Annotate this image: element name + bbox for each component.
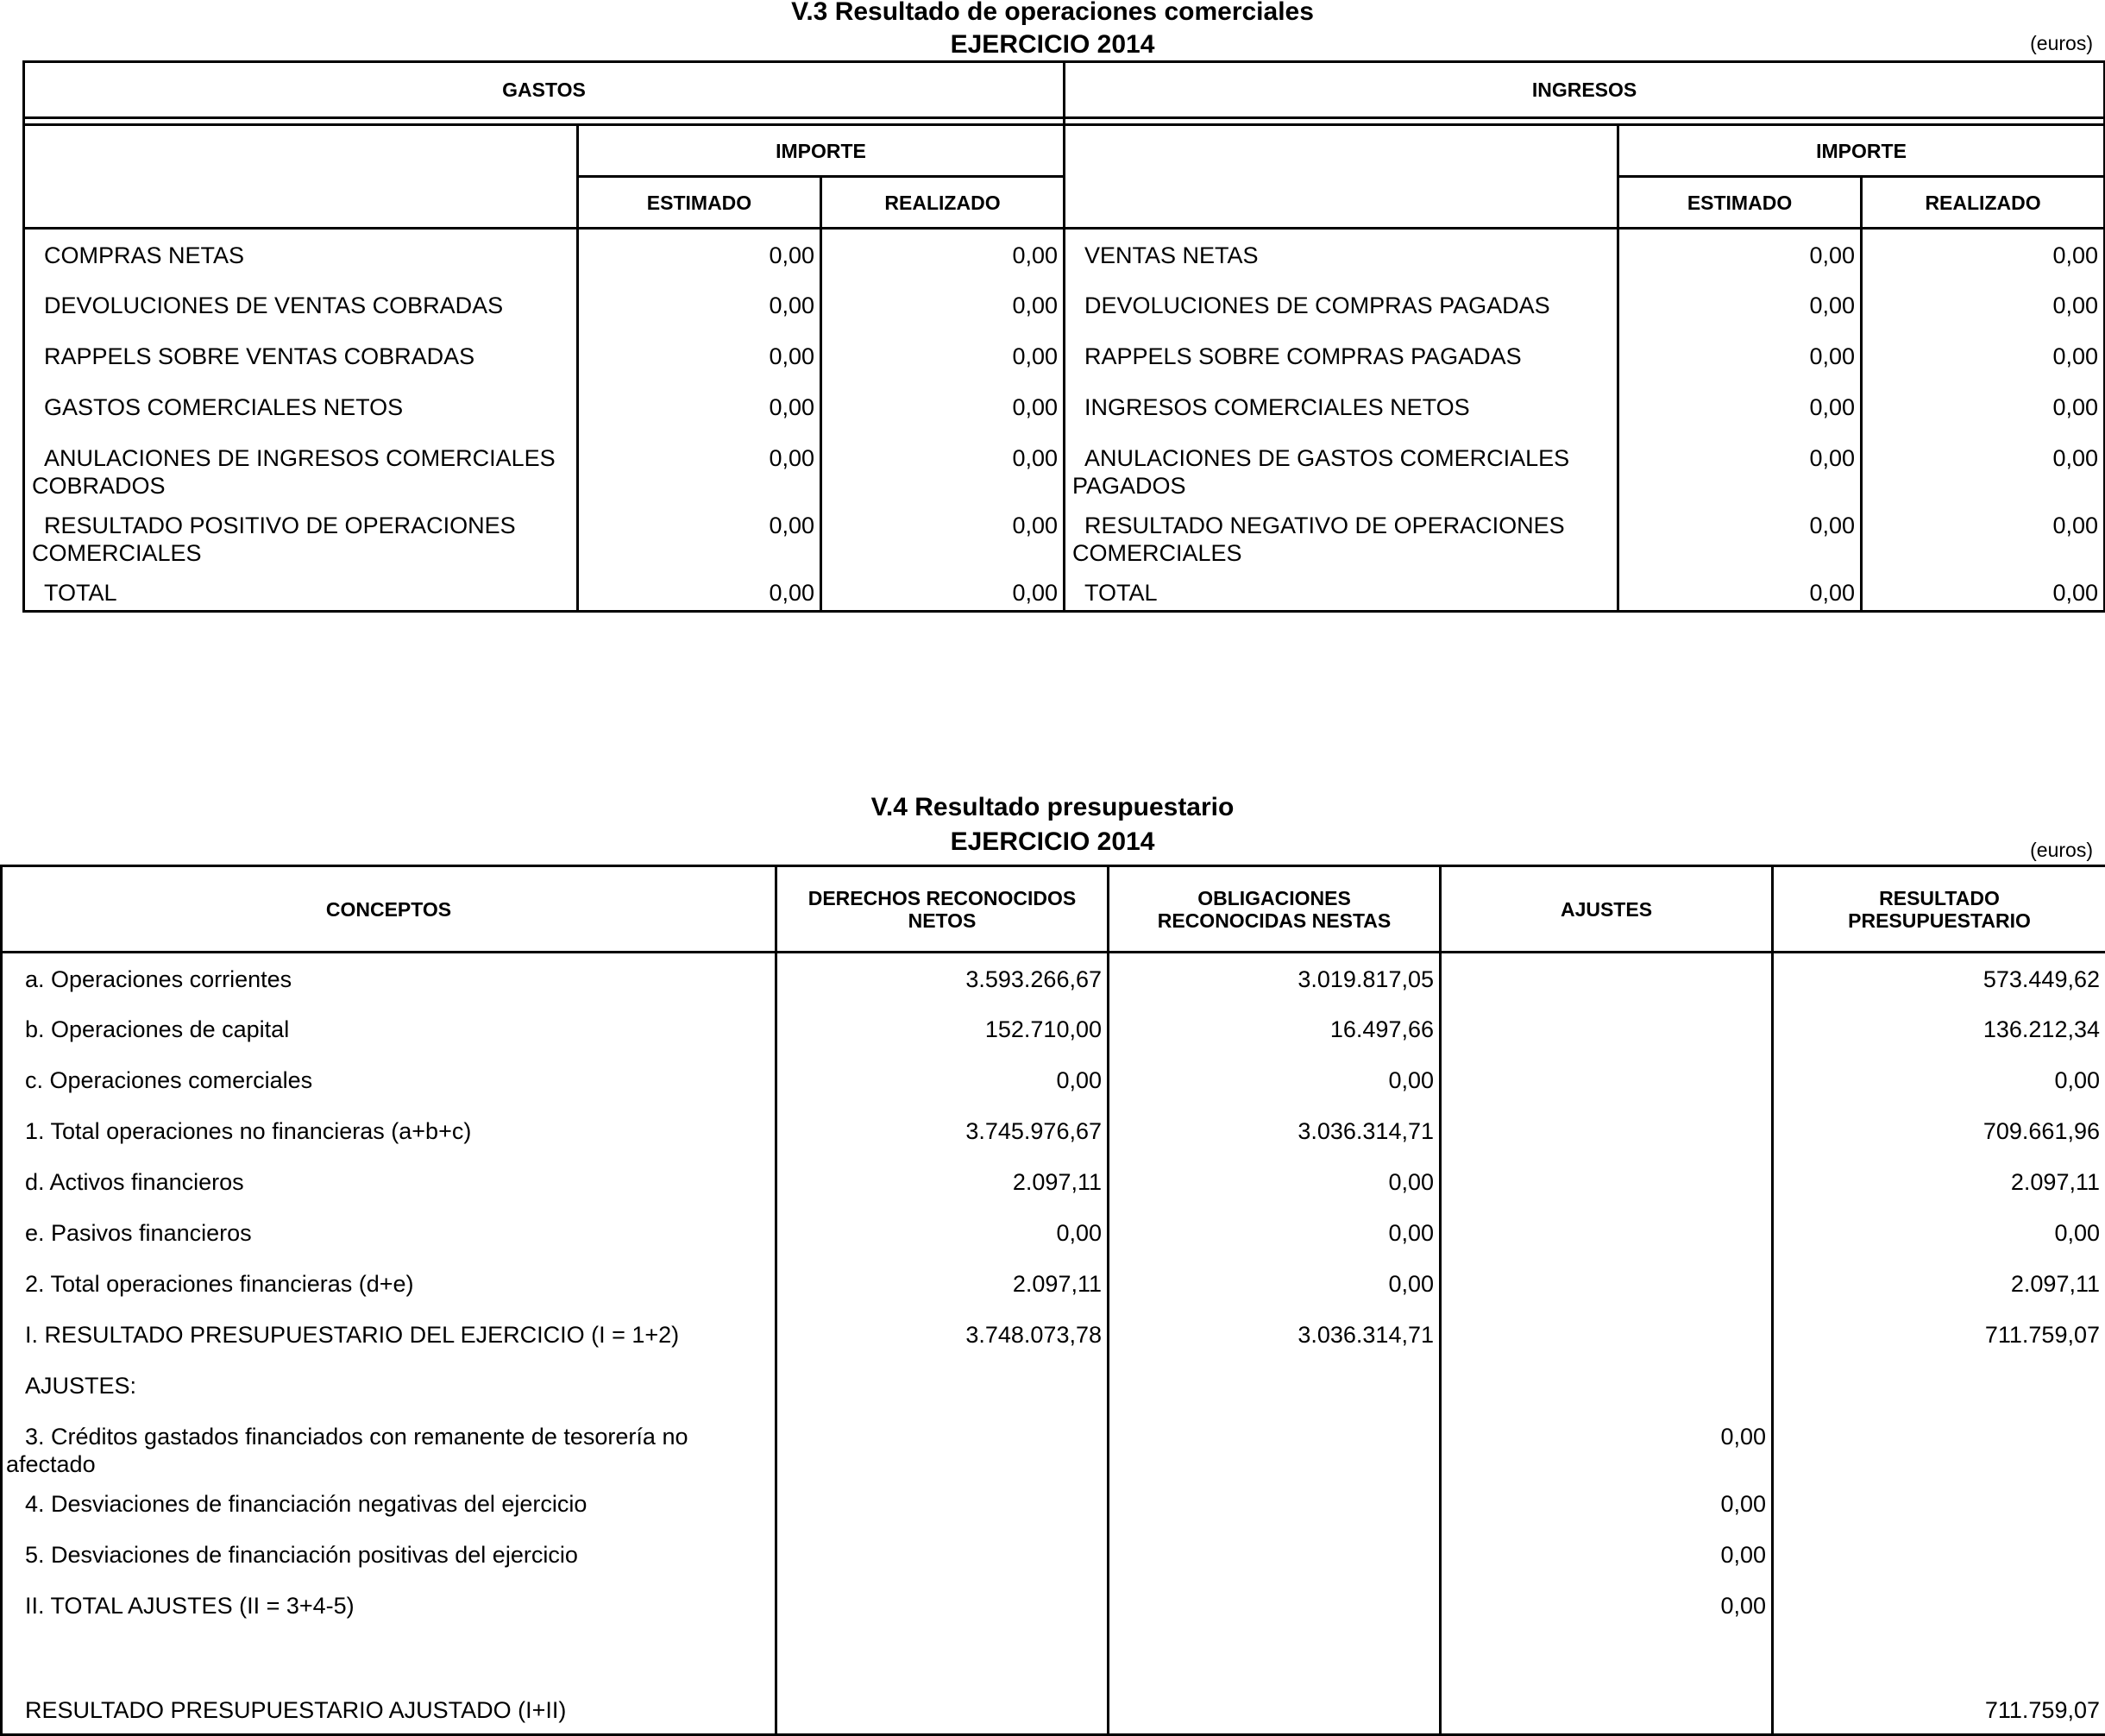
v3-ingreso-estimado: 0,00 [1618, 567, 1862, 612]
v3-ingreso-label: DEVOLUCIONES DE COMPRAS PAGADAS [1065, 280, 1618, 330]
v4-row [2, 1529, 2105, 1580]
v3-gasto-estimado: 0,00 [578, 500, 821, 567]
v3-ingresos-header: INGRESOS [1065, 62, 2105, 118]
v4-derechos [776, 1631, 1109, 1684]
v3-gasto-label: RESULTADO POSITIVO DE OPERACIONES COMERCIALES [24, 500, 578, 567]
v4-obligaciones: 16.497,66 [1109, 1003, 1441, 1054]
v4-concepto: II. TOTAL AJUSTES (II = 3+4-5) [2, 1580, 776, 1631]
v3-gasto-label: RAPPELS SOBRE VENTAS COBRADAS [24, 330, 578, 381]
v3-row [24, 432, 2105, 500]
v3-gasto-realizado: 0,00 [821, 330, 1065, 381]
v4-derechos: 3.748.073,78 [776, 1309, 1109, 1360]
v3-ingreso-label: VENTAS NETAS [1065, 229, 1618, 280]
v3-ingreso-label: RESULTADO NEGATIVO DE OPERACIONES COMERCIALES [1065, 500, 1618, 567]
v4-concepto: 5. Desviaciones de financiación positivas del ejercicio [2, 1529, 776, 1580]
v4-obligaciones: 0,00 [1109, 1156, 1441, 1207]
v3-ingreso-realizado: 0,00 [1862, 330, 2105, 381]
v4-row [2, 1411, 2105, 1478]
v4-derechos: 3.745.976,67 [776, 1105, 1109, 1156]
v3-gastos-estimado: ESTIMADO [578, 177, 821, 229]
v3-subtitle: EJERCICIO 2014 [0, 29, 2105, 60]
v3-gasto-realizado: 0,00 [821, 567, 1065, 612]
v3-ingresos-importe: IMPORTE [1618, 125, 2105, 177]
v4-header-conceptos: CONCEPTOS [2, 866, 776, 953]
v3-gastos-header: GASTOS [24, 62, 1065, 118]
v4-ajustes [1441, 1309, 1773, 1360]
v3-gasto-realizado: 0,00 [821, 500, 1065, 567]
v4-obligaciones: 3.036.314,71 [1109, 1105, 1441, 1156]
v4-row [2, 1054, 2105, 1105]
v3-ingreso-estimado: 0,00 [1618, 330, 1862, 381]
v3-table [22, 60, 2105, 613]
v4-concepto: 3. Créditos gastados financiados con remanente de tesorería no afectado [2, 1411, 776, 1478]
v4-resultado [1773, 1529, 2105, 1580]
v3-ingreso-estimado: 0,00 [1618, 381, 1862, 432]
v4-ajustes: 0,00 [1441, 1411, 1773, 1478]
v4-ajustes [1441, 1156, 1773, 1207]
v4-derechos [776, 1411, 1109, 1478]
v4-ajustes [1441, 953, 1773, 1003]
v4-obligaciones: 0,00 [1109, 1258, 1441, 1309]
v4-ajustes [1441, 1631, 1773, 1684]
v4-concepto: a. Operaciones corrientes [2, 953, 776, 1003]
v3-gasto-label: COMPRAS NETAS [24, 229, 578, 280]
v4-derechos [776, 1360, 1109, 1411]
v4-row [2, 953, 2105, 1003]
v4-derechos [776, 1478, 1109, 1529]
v4-header-obligaciones: OBLIGACIONES RECONOCIDAS NESTAS [1109, 866, 1441, 953]
v3-gasto-estimado: 0,00 [578, 381, 821, 432]
v4-row [2, 1309, 2105, 1360]
v4-concepto: 2. Total operaciones financieras (d+e) [2, 1258, 776, 1309]
v4-ajustes [1441, 1258, 1773, 1309]
v3-row [24, 567, 2105, 612]
v4-resultado: 711.759,07 [1773, 1309, 2105, 1360]
v3-gasto-realizado: 0,00 [821, 381, 1065, 432]
v4-row [2, 1478, 2105, 1529]
v4-resultado: 573.449,62 [1773, 953, 2105, 1003]
v4-row [2, 1684, 2105, 1735]
v4-ajustes [1441, 1003, 1773, 1054]
v3-gasto-estimado: 0,00 [578, 280, 821, 330]
v4-concepto: c. Operaciones comerciales [2, 1054, 776, 1105]
v4-header-derechos: DERECHOS RECONOCIDOS NETOS [776, 866, 1109, 953]
v3-gasto-estimado: 0,00 [578, 330, 821, 381]
v4-resultado [1773, 1478, 2105, 1529]
v4-resultado [1773, 1580, 2105, 1631]
v3-gasto-estimado: 0,00 [578, 567, 821, 612]
v4-ajustes [1441, 1207, 1773, 1258]
v3-gasto-realizado: 0,00 [821, 432, 1065, 500]
v3-ingreso-estimado: 0,00 [1618, 500, 1862, 567]
v4-obligaciones [1109, 1684, 1441, 1735]
v4-derechos [776, 1529, 1109, 1580]
v4-obligaciones: 0,00 [1109, 1207, 1441, 1258]
v4-resultado: 0,00 [1773, 1054, 2105, 1105]
v3-ingreso-realizado: 0,00 [1862, 280, 2105, 330]
v4-resultado [1773, 1360, 2105, 1411]
v4-derechos: 0,00 [776, 1054, 1109, 1105]
v3-gasto-label: TOTAL [24, 567, 578, 612]
v3-ingreso-estimado: 0,00 [1618, 280, 1862, 330]
v4-concepto: RESULTADO PRESUPUESTARIO AJUSTADO (I+II) [2, 1684, 776, 1735]
v3-unit: (euros) [2030, 32, 2093, 55]
v3-gastos-importe: IMPORTE [578, 125, 1065, 177]
v3-ingresos-realizado: REALIZADO [1862, 177, 2105, 229]
v4-row [2, 1580, 2105, 1631]
v4-concepto [2, 1631, 776, 1684]
v4-derechos: 2.097,11 [776, 1156, 1109, 1207]
v3-ingreso-estimado: 0,00 [1618, 432, 1862, 500]
v3-ingreso-label: INGRESOS COMERCIALES NETOS [1065, 381, 1618, 432]
v3-gasto-estimado: 0,00 [578, 229, 821, 280]
v4-resultado: 709.661,96 [1773, 1105, 2105, 1156]
v4-row [2, 1105, 2105, 1156]
v3-ingreso-realizado: 0,00 [1862, 381, 2105, 432]
v4-row [2, 1258, 2105, 1309]
v4-concepto: I. RESULTADO PRESUPUESTARIO DEL EJERCICIO (I = 1+2) [2, 1309, 776, 1360]
v3-row [24, 229, 2105, 280]
v4-resultado [1773, 1631, 2105, 1684]
v4-row [2, 1207, 2105, 1258]
v4-concepto: 1. Total operaciones no financieras (a+b+c) [2, 1105, 776, 1156]
v4-concepto: b. Operaciones de capital [2, 1003, 776, 1054]
v3-ingresos-estimado: ESTIMADO [1618, 177, 1862, 229]
v3-ingreso-label: TOTAL [1065, 567, 1618, 612]
v4-resultado: 711.759,07 [1773, 1684, 2105, 1735]
v4-resultado: 2.097,11 [1773, 1258, 2105, 1309]
v4-obligaciones: 3.019.817,05 [1109, 953, 1441, 1003]
v4-resultado: 2.097,11 [1773, 1156, 2105, 1207]
v4-concepto: 4. Desviaciones de financiación negativas del ejercicio [2, 1478, 776, 1529]
v4-obligaciones [1109, 1411, 1441, 1478]
v4-header-ajustes: AJUSTES [1441, 866, 1773, 953]
v4-ajustes [1441, 1360, 1773, 1411]
v4-row [2, 1156, 2105, 1207]
v4-row [2, 1003, 2105, 1054]
v4-concepto: d. Activos financieros [2, 1156, 776, 1207]
v4-unit: (euros) [2030, 839, 2093, 862]
v4-derechos: 3.593.266,67 [776, 953, 1109, 1003]
v4-table [0, 865, 2105, 1736]
v3-ingreso-realizado: 0,00 [1862, 500, 2105, 567]
v3-row [24, 330, 2105, 381]
v4-ajustes: 0,00 [1441, 1580, 1773, 1631]
v3-ingreso-estimado: 0,00 [1618, 229, 1862, 280]
v4-title: V.4 Resultado presupuestario [0, 792, 2105, 823]
v3-row [24, 500, 2105, 567]
v4-resultado: 0,00 [1773, 1207, 2105, 1258]
v4-row [2, 1360, 2105, 1411]
v3-ingreso-realizado: 0,00 [1862, 567, 2105, 612]
v4-obligaciones [1109, 1631, 1441, 1684]
v3-ingresos-blank [1065, 125, 1618, 229]
v4-derechos: 2.097,11 [776, 1258, 1109, 1309]
v4-row [2, 1631, 2105, 1684]
v4-ajustes: 0,00 [1441, 1478, 1773, 1529]
v3-gasto-realizado: 0,00 [821, 229, 1065, 280]
v3-gasto-realizado: 0,00 [821, 280, 1065, 330]
v3-gasto-label: ANULACIONES DE INGRESOS COMERCIALES COBRADOS [24, 432, 578, 500]
v3-ingreso-realizado: 0,00 [1862, 432, 2105, 500]
v3-gasto-label: DEVOLUCIONES DE VENTAS COBRADAS [24, 280, 578, 330]
v4-obligaciones [1109, 1478, 1441, 1529]
v4-concepto: AJUSTES: [2, 1360, 776, 1411]
v4-concepto: e. Pasivos financieros [2, 1207, 776, 1258]
v3-ingreso-realizado: 0,00 [1862, 229, 2105, 280]
v4-ajustes [1441, 1105, 1773, 1156]
v4-resultado [1773, 1411, 2105, 1478]
v4-header-resultado: RESULTADO PRESUPUESTARIO [1773, 866, 2105, 953]
v3-row [24, 381, 2105, 432]
v3-ingreso-label: RAPPELS SOBRE COMPRAS PAGADAS [1065, 330, 1618, 381]
v4-derechos [776, 1580, 1109, 1631]
v4-obligaciones: 3.036.314,71 [1109, 1309, 1441, 1360]
v4-derechos: 152.710,00 [776, 1003, 1109, 1054]
v4-obligaciones [1109, 1529, 1441, 1580]
v4-ajustes: 0,00 [1441, 1529, 1773, 1580]
v4-ajustes [1441, 1054, 1773, 1105]
v4-subtitle: EJERCICIO 2014 [0, 827, 2105, 858]
v3-ingreso-label: ANULACIONES DE GASTOS COMERCIALES PAGADOS [1065, 432, 1618, 500]
v3-title: V.3 Resultado de operaciones comerciales [0, 0, 2105, 28]
v4-obligaciones: 0,00 [1109, 1054, 1441, 1105]
v3-gasto-label: GASTOS COMERCIALES NETOS [24, 381, 578, 432]
v4-derechos: 0,00 [776, 1207, 1109, 1258]
v4-obligaciones [1109, 1360, 1441, 1411]
v3-gasto-estimado: 0,00 [578, 432, 821, 500]
v3-gastos-blank [24, 125, 578, 229]
v4-resultado: 136.212,34 [1773, 1003, 2105, 1054]
v3-gastos-realizado: REALIZADO [821, 177, 1065, 229]
v4-derechos [776, 1684, 1109, 1735]
v4-obligaciones [1109, 1580, 1441, 1631]
v3-row [24, 280, 2105, 330]
v4-ajustes [1441, 1684, 1773, 1735]
